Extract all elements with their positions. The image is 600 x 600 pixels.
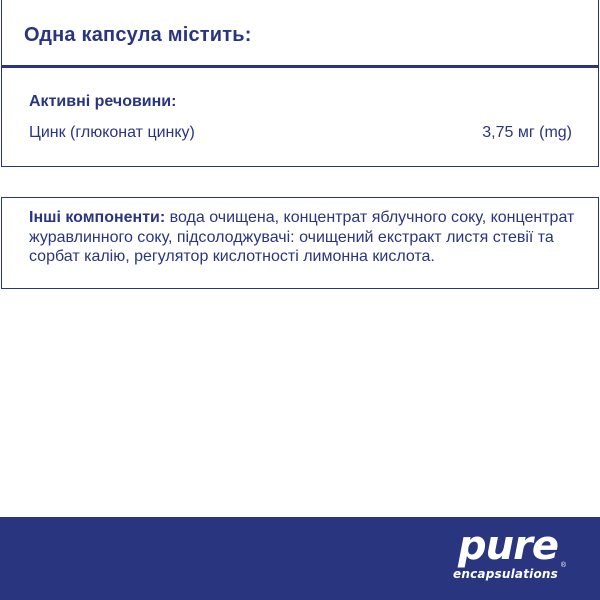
ingredient-amount: 3,75 мг (mg) (482, 124, 572, 141)
title-divider (2, 65, 598, 68)
ingredient-name: Цинк (глюконат цинку) (29, 124, 195, 141)
supplement-facts-panel (1, 0, 599, 167)
brand-logo (410, 523, 566, 592)
logo-subtitle: encapsulations (453, 567, 558, 581)
registered-mark: ® (560, 562, 566, 569)
logo-wordmark: pure (458, 523, 558, 569)
active-ingredients-heading: Активні речовини: (29, 93, 177, 110)
other-ingredients-text (29, 208, 589, 267)
other-ingredients-label: Інші компоненти: (29, 209, 166, 226)
other-ingredients-list: вода очищена, концентрат яблучного соку, концентрат журавлинного соку, підсолоджувачі: очищений екстракт листя стевії та сорбат калію, регулятор кислотності лимонна кислота. (29, 209, 575, 265)
other-ingredients-panel (1, 197, 599, 289)
brand-footer (0, 517, 600, 600)
panel-title: Одна капсула містить: (24, 24, 252, 46)
